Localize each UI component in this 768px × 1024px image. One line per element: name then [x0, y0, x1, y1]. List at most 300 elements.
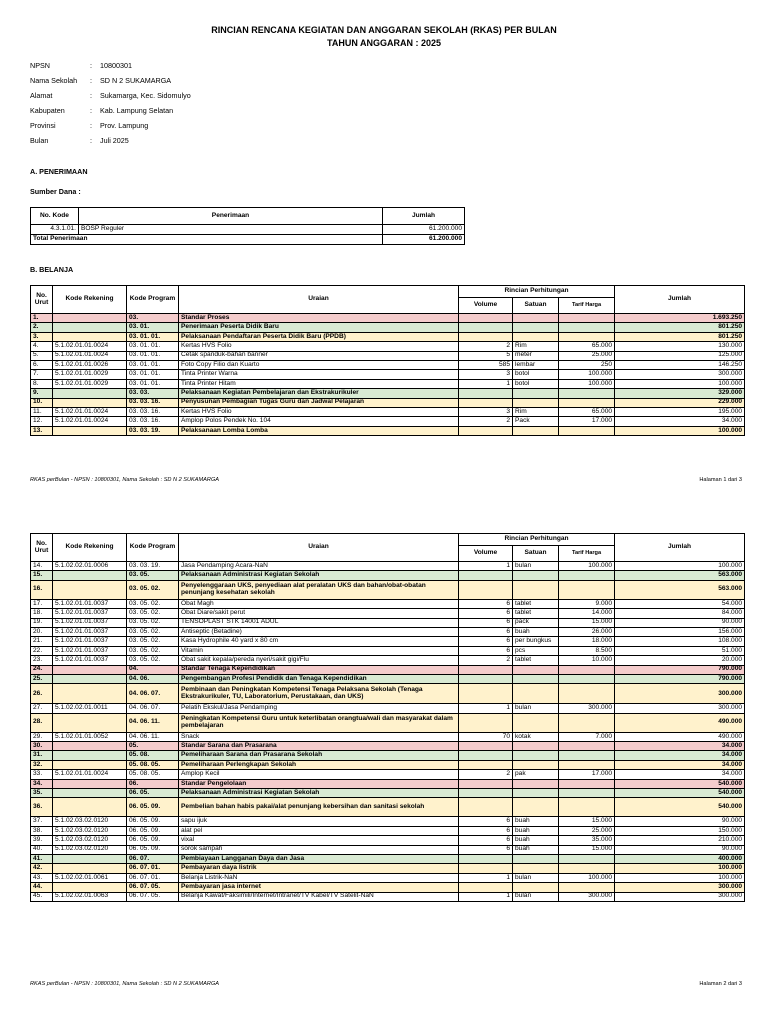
jumlah-cell: 490.000	[615, 713, 745, 732]
kode-rekening-cell	[53, 779, 127, 788]
tarif-cell	[559, 854, 615, 863]
col-no-urut: No. Urut	[31, 286, 53, 314]
volume-cell	[459, 742, 513, 751]
tarif-cell	[559, 665, 615, 674]
kode-rekening-cell: 5.1.02.02.01.0011	[53, 704, 127, 713]
tarif-cell: 17.000	[559, 770, 615, 779]
uraian-cell: Standar Proses	[179, 314, 459, 323]
table-row	[31, 323, 745, 332]
table-row	[31, 370, 745, 379]
tarif-cell	[559, 864, 615, 873]
kode-program-cell: 03. 01. 01.	[127, 342, 179, 351]
volume-cell: 6	[459, 646, 513, 655]
kode-rekening-cell: 5.1.02.01.01.0026	[53, 360, 127, 369]
uraian-cell: Penyelenggaraan UKS, penyediaan alat peralatan UKS dan bahan/obat-obatan penunjang kesehatan sekolah	[179, 580, 459, 599]
satuan-cell: kotak	[513, 732, 559, 741]
kode-program-cell: 06. 07.	[127, 854, 179, 863]
kode-rekening-cell: 5.1.02.01.01.0037	[53, 609, 127, 618]
satuan-cell: tablet	[513, 656, 559, 665]
table-row	[31, 798, 745, 817]
volume-cell	[459, 571, 513, 580]
satuan-cell	[513, 674, 559, 683]
satuan-cell	[513, 665, 559, 674]
volume-cell: 1	[459, 704, 513, 713]
tarif-cell: 100.000	[559, 370, 615, 379]
satuan-cell: buah	[513, 826, 559, 835]
volume-cell: 2	[459, 656, 513, 665]
table-row	[31, 571, 745, 580]
kode-program-cell: 05.	[127, 742, 179, 751]
uraian-cell: Snack	[179, 732, 459, 741]
tarif-cell	[559, 323, 615, 332]
kode-rekening-cell	[53, 684, 127, 704]
tarif-cell: 17.000	[559, 417, 615, 426]
volume-cell: 3	[459, 407, 513, 416]
kode-rekening-cell	[53, 398, 127, 407]
uraian-cell: Antiseptic (Betadine)	[179, 627, 459, 636]
table-row	[31, 665, 745, 674]
colon: :	[90, 121, 92, 130]
volume-cell: 6	[459, 609, 513, 618]
info-value: Juli 2025	[100, 136, 129, 145]
no-cell: 17.	[31, 599, 53, 608]
volume-cell: 585	[459, 360, 513, 369]
uraian-cell: Penyusunan Pembagian Tugas Guru dan Jadwal Pelajaran	[179, 398, 459, 407]
info-row	[30, 58, 191, 73]
kode-rekening-cell: 5.1.02.01.01.0037	[53, 618, 127, 627]
tarif-cell: 250	[559, 360, 615, 369]
volume-cell	[459, 426, 513, 435]
kode-program-cell: 03. 05. 02.	[127, 646, 179, 655]
kode-rekening-cell: 5.1.02.02.01.0006	[53, 562, 127, 571]
table-row	[31, 646, 745, 655]
jumlah-cell: 34.000	[615, 417, 745, 426]
satuan-cell	[513, 883, 559, 892]
uraian-cell: Belanja Kawat/Faksimili/Internet/Intranet/TV Kabel/TV Satelit-NaN	[179, 892, 459, 901]
sumber-dana-label: Sumber Dana :	[30, 187, 81, 196]
volume-cell	[459, 798, 513, 817]
kode-program-cell: 03. 03. 16.	[127, 417, 179, 426]
uraian-cell: Amplop Polos Pendek No. 104	[179, 417, 459, 426]
volume-cell: 6	[459, 618, 513, 627]
volume-cell	[459, 332, 513, 341]
kode-rekening-cell	[53, 426, 127, 435]
no-cell: 39.	[31, 836, 53, 845]
kode-program-cell: 03. 05.	[127, 571, 179, 580]
uraian-cell: Pembinaan dan Peningkatan Kompetensi Tenaga Pelaksana Sekolah (Tenaga Ekstrakurikuler, TU, Laboratorium, Perustakaan, dan UKS)	[179, 684, 459, 704]
satuan-cell: bulan	[513, 562, 559, 571]
page-number: Halaman 1 dari 3	[699, 477, 742, 483]
satuan-cell: bulan	[513, 704, 559, 713]
tarif-cell	[559, 742, 615, 751]
volume-cell: 1	[459, 873, 513, 882]
satuan-cell	[513, 684, 559, 704]
tarif-cell	[559, 332, 615, 341]
kode-rekening-cell: 5.1.02.01.01.0037	[53, 627, 127, 636]
uraian-cell: Pembayaran daya listrik	[179, 864, 459, 873]
info-key: Provinsi	[30, 121, 56, 130]
kode-program-cell: 03. 05. 02.	[127, 627, 179, 636]
satuan-cell: buah	[513, 627, 559, 636]
table-row	[31, 599, 745, 608]
table-row	[31, 713, 745, 732]
jumlah-cell: 300.000	[615, 684, 745, 704]
kode-rekening-cell: 5.1.02.01.01.0024	[53, 770, 127, 779]
table-row	[31, 854, 745, 863]
satuan-cell: pack	[513, 618, 559, 627]
colon: :	[90, 76, 92, 85]
col-jumlah: Jumlah	[615, 286, 745, 314]
uraian-cell: Peningkatan Kompetensi Guru untuk keterlibatan orangtua/wali dan masyarakat dalam pembelajaran	[179, 713, 459, 732]
volume-cell	[459, 314, 513, 323]
penerimaan-table	[30, 207, 465, 245]
colon: :	[90, 106, 92, 115]
col-satuan: Satuan	[513, 546, 559, 562]
satuan-cell: tablet	[513, 609, 559, 618]
no-cell: 36.	[31, 798, 53, 817]
col-tarif-harga: Tarif Harga	[559, 298, 615, 314]
total-label: Total Penerimaan	[31, 235, 383, 245]
uraian-cell: Pelatih Ekskul/Jasa Pendamping	[179, 704, 459, 713]
kode-program-cell: 04. 06. 11.	[127, 732, 179, 741]
jumlah-cell: 1.693.250	[615, 314, 745, 323]
no-cell: 4.	[31, 342, 53, 351]
jumlah-cell: 34.000	[615, 751, 745, 760]
no-cell: 12.	[31, 417, 53, 426]
info-row	[30, 88, 191, 103]
kode-rekening-cell	[53, 789, 127, 798]
table-row	[31, 732, 745, 741]
kode-program-cell: 06. 05. 09.	[127, 836, 179, 845]
page-1	[0, 0, 768, 490]
kode-program-cell: 03. 01. 01.	[127, 360, 179, 369]
footer-page-1	[30, 477, 742, 483]
kode-program-cell: 03. 01.	[127, 323, 179, 332]
jumlah-cell: 20.000	[615, 656, 745, 665]
kode-program-cell: 03. 03. 16.	[127, 398, 179, 407]
jumlah-cell: 540.000	[615, 798, 745, 817]
kode-cell: 4.3.1.01.	[31, 225, 79, 235]
volume-cell	[459, 760, 513, 769]
no-cell: 11.	[31, 407, 53, 416]
kode-rekening-cell	[53, 571, 127, 580]
kode-rekening-cell	[53, 864, 127, 873]
no-cell: 14.	[31, 562, 53, 571]
no-cell: 20.	[31, 627, 53, 636]
table-row	[31, 379, 745, 388]
uraian-cell: Pelaksanaan Administrasi Kegiatan Sekolah	[179, 789, 459, 798]
satuan-cell: per bungkus	[513, 637, 559, 646]
kode-program-cell: 06. 07. 01.	[127, 873, 179, 882]
info-key: Bulan	[30, 136, 49, 145]
satuan-cell	[513, 798, 559, 817]
table-row	[31, 389, 745, 398]
volume-cell: 6	[459, 599, 513, 608]
table-row	[31, 360, 745, 369]
kode-program-cell: 03. 05. 02.	[127, 580, 179, 599]
info-key: Kabupaten	[30, 106, 65, 115]
kode-program-cell: 04. 06. 07.	[127, 704, 179, 713]
kode-program-cell: 03. 01. 01.	[127, 332, 179, 341]
jumlah-cell: 540.000	[615, 789, 745, 798]
volume-cell	[459, 854, 513, 863]
jumlah-cell: 540.000	[615, 779, 745, 788]
satuan-cell	[513, 779, 559, 788]
uraian-cell: Obat Magh	[179, 599, 459, 608]
table-row	[31, 704, 745, 713]
uraian-cell: Pemeliharaan Perlengkapan Sekolah	[179, 760, 459, 769]
kode-program-cell: 05. 08.	[127, 751, 179, 760]
footer-left: RKAS perBulan - NPSN : 10800301, Nama Sekolah : SD N 2 SUKAMARGA	[30, 981, 220, 987]
uraian-cell: Penerimaan Peserta Didik Baru	[179, 323, 459, 332]
kode-rekening-cell: 5.1.02.03.02.0120	[53, 845, 127, 854]
jumlah-cell: 801.250	[615, 323, 745, 332]
table-row	[31, 314, 745, 323]
kode-rekening-cell: 5.1.02.01.01.0037	[53, 646, 127, 655]
no-cell: 26.	[31, 684, 53, 704]
col-rincian-perhitungan: Rincian Perhitungan	[459, 534, 615, 546]
uraian-cell: Pelaksanaan Administrasi Kegiatan Sekolah	[179, 571, 459, 580]
uraian-cell: sapu ijuk	[179, 817, 459, 826]
kode-program-cell: 03. 05. 02.	[127, 599, 179, 608]
volume-cell: 3	[459, 370, 513, 379]
satuan-cell	[513, 713, 559, 732]
tarif-cell	[559, 760, 615, 769]
section-belanja-heading: B. BELANJA	[30, 265, 74, 274]
jumlah-cell: 100.000	[615, 864, 745, 873]
uraian-cell: Pelaksanaan Lomba Lomba	[179, 426, 459, 435]
footer-left: RKAS perBulan - NPSN : 10800301, Nama Sekolah : SD N 2 SUKAMARGA	[30, 477, 220, 483]
satuan-cell	[513, 571, 559, 580]
kode-program-cell: 06. 05. 09.	[127, 798, 179, 817]
jumlah-cell: 490.000	[615, 732, 745, 741]
kode-rekening-cell	[53, 389, 127, 398]
kode-rekening-cell: 5.1.02.01.01.0024	[53, 342, 127, 351]
col-penerimaan: Penerimaan	[79, 208, 383, 225]
no-cell: 2.	[31, 323, 53, 332]
table-row	[31, 637, 745, 646]
jumlah-cell: 790.000	[615, 665, 745, 674]
volume-cell: 1	[459, 379, 513, 388]
no-cell: 22.	[31, 646, 53, 655]
kode-program-cell: 03. 05. 02.	[127, 618, 179, 627]
kode-program-cell: 03. 05. 02.	[127, 656, 179, 665]
kode-program-cell: 03. 03.	[127, 389, 179, 398]
doc-title: RINCIAN RENCANA KEGIATAN DAN ANGGARAN SEKOLAH (RKAS) PER BULAN	[211, 25, 557, 35]
volume-cell: 6	[459, 637, 513, 646]
tarif-cell: 15.000	[559, 618, 615, 627]
no-cell: 31.	[31, 751, 53, 760]
uraian-cell: Obat sakit kepala/pereda nyeri/sakit gigi/Flu	[179, 656, 459, 665]
jumlah-cell: 100.000	[615, 562, 745, 571]
tarif-cell	[559, 426, 615, 435]
jumlah-cell: 146.250	[615, 360, 745, 369]
uraian-cell: Pembiayaan Langganan Daya dan Jasa	[179, 854, 459, 863]
tarif-cell: 15.000	[559, 845, 615, 854]
volume-cell: 1	[459, 562, 513, 571]
table-row	[31, 751, 745, 760]
uraian-cell: Vitamin	[179, 646, 459, 655]
volume-cell: 5	[459, 351, 513, 360]
colon: :	[90, 136, 92, 145]
jumlah-cell: 400.000	[615, 854, 745, 863]
table-row	[31, 864, 745, 873]
table-row	[31, 836, 745, 845]
uraian-cell: Cetak spanduk-bahan banner	[179, 351, 459, 360]
doc-subtitle: TAHUN ANGGARAN : 2025	[326, 38, 441, 48]
no-cell: 7.	[31, 370, 53, 379]
volume-cell: 2	[459, 417, 513, 426]
colon: :	[90, 61, 92, 70]
jumlah-cell: 100.000	[615, 426, 745, 435]
satuan-cell: buah	[513, 845, 559, 854]
kode-program-cell: 03.	[127, 314, 179, 323]
no-cell: 5.	[31, 351, 53, 360]
volume-cell: 6	[459, 826, 513, 835]
kode-rekening-cell: 5.1.02.01.01.0024	[53, 417, 127, 426]
jumlah-cell: 300.000	[615, 370, 745, 379]
no-cell: 25.	[31, 674, 53, 683]
jumlah-cell: 34.000	[615, 770, 745, 779]
kode-rekening-cell: 5.1.02.02.01.0061	[53, 873, 127, 882]
no-cell: 33.	[31, 770, 53, 779]
table-row	[31, 332, 745, 341]
info-value: 10800301	[100, 61, 132, 70]
tarif-cell: 7.000	[559, 732, 615, 741]
page-number: Halaman 2 dari 3	[699, 981, 742, 987]
jumlah-cell: 84.000	[615, 609, 745, 618]
volume-cell	[459, 713, 513, 732]
uraian-cell: Foto Copy Filio dan Kuarto	[179, 360, 459, 369]
volume-cell: 2	[459, 342, 513, 351]
col-kode-rekening: Kode Rekening	[53, 286, 127, 314]
volume-cell	[459, 779, 513, 788]
col-satuan: Satuan	[513, 298, 559, 314]
no-cell: 19.	[31, 618, 53, 627]
table-row	[31, 407, 745, 416]
volume-cell	[459, 674, 513, 683]
no-cell: 9.	[31, 389, 53, 398]
uraian-cell: vixal	[179, 836, 459, 845]
kode-rekening-cell	[53, 674, 127, 683]
table-row	[31, 883, 745, 892]
table-row	[31, 789, 745, 798]
uraian-cell: Amplop Kecil	[179, 770, 459, 779]
volume-cell: 1	[459, 892, 513, 901]
no-cell: 18.	[31, 609, 53, 618]
table-row	[31, 760, 745, 769]
tarif-cell	[559, 314, 615, 323]
kode-rekening-cell	[53, 751, 127, 760]
jumlah-cell: 801.250	[615, 332, 745, 341]
kode-program-cell: 03. 01. 01.	[127, 351, 179, 360]
satuan-cell	[513, 742, 559, 751]
satuan-cell	[513, 389, 559, 398]
volume-cell	[459, 389, 513, 398]
table-row	[31, 684, 745, 704]
kode-rekening-cell: 5.1.02.03.02.0120	[53, 836, 127, 845]
satuan-cell: buah	[513, 836, 559, 845]
kode-rekening-cell	[53, 742, 127, 751]
col-volume: Volume	[459, 546, 513, 562]
school-info	[30, 58, 191, 148]
kode-program-cell: 06.	[127, 779, 179, 788]
no-cell: 44.	[31, 883, 53, 892]
no-cell: 27.	[31, 704, 53, 713]
table-row	[31, 627, 745, 636]
no-cell: 24.	[31, 665, 53, 674]
no-cell: 43.	[31, 873, 53, 882]
satuan-cell	[513, 332, 559, 341]
kode-rekening-cell	[53, 760, 127, 769]
volume-cell	[459, 665, 513, 674]
kode-rekening-cell	[53, 854, 127, 863]
no-cell: 32.	[31, 760, 53, 769]
table-row	[31, 826, 745, 835]
jumlah-cell: 300.000	[615, 883, 745, 892]
uraian-cell: Tinta Printer Hitam	[179, 379, 459, 388]
no-cell: 13.	[31, 426, 53, 435]
no-cell: 8.	[31, 379, 53, 388]
kode-program-cell: 03. 03. 19.	[127, 426, 179, 435]
kode-rekening-cell	[53, 332, 127, 341]
jumlah-cell: 90.000	[615, 817, 745, 826]
tarif-cell	[559, 571, 615, 580]
kode-rekening-cell	[53, 323, 127, 332]
kode-program-cell: 05. 08. 05.	[127, 760, 179, 769]
info-key: NPSN	[30, 61, 50, 70]
no-cell: 42.	[31, 864, 53, 873]
satuan-cell: pak	[513, 770, 559, 779]
uraian-cell: TENSOPLAST STK 14001 ADUL	[179, 618, 459, 627]
satuan-cell: meter	[513, 351, 559, 360]
tarif-cell	[559, 751, 615, 760]
table-row	[31, 779, 745, 788]
satuan-cell: Rim	[513, 342, 559, 351]
uraian-cell: Standar Pengelolaan	[179, 779, 459, 788]
no-cell: 38.	[31, 826, 53, 835]
tarif-cell: 65.000	[559, 407, 615, 416]
jumlah-cell: 300.000	[615, 892, 745, 901]
satuan-cell	[513, 323, 559, 332]
jumlah-cell: 150.000	[615, 826, 745, 835]
kode-rekening-cell: 5.1.02.01.01.0029	[53, 370, 127, 379]
no-cell: 6.	[31, 360, 53, 369]
volume-cell	[459, 684, 513, 704]
no-cell: 45.	[31, 892, 53, 901]
satuan-cell: buah	[513, 817, 559, 826]
jumlah-cell: 51.000	[615, 646, 745, 655]
tarif-cell: 65.000	[559, 342, 615, 351]
kode-program-cell: 05. 08. 05.	[127, 770, 179, 779]
info-row	[30, 73, 191, 88]
jumlah-cell: 790.000	[615, 674, 745, 683]
col-jumlah: Jumlah	[615, 534, 745, 562]
info-value: Prov. Lampung	[100, 121, 149, 130]
jumlah-cell: 108.000	[615, 637, 745, 646]
penerimaan-cell: BOSP Reguler	[79, 225, 383, 235]
satuan-cell: Pack	[513, 417, 559, 426]
tarif-cell	[559, 674, 615, 683]
kode-program-cell: 06. 05. 09.	[127, 826, 179, 835]
tarif-cell: 15.000	[559, 817, 615, 826]
no-cell: 29.	[31, 732, 53, 741]
info-key: Alamat	[30, 91, 53, 100]
table-row	[31, 892, 745, 901]
tarif-cell	[559, 713, 615, 732]
table-row	[31, 770, 745, 779]
satuan-cell: bulan	[513, 873, 559, 882]
